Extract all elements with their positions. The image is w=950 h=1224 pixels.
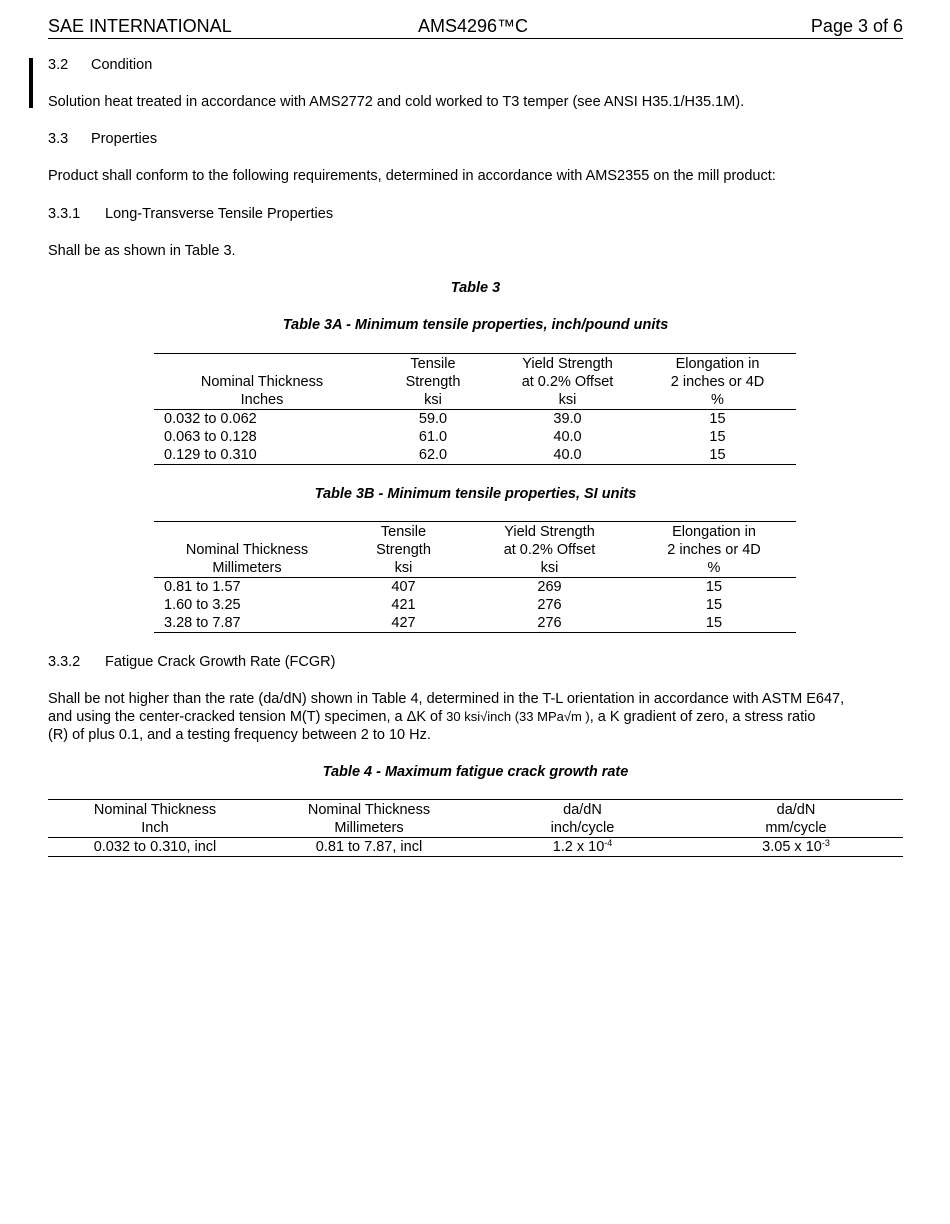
section-3-2-paragraph: Solution heat treated in accordance with AMS2772 and cold worked to T3 temper (see ANSI H35.1/H35.1M). [48, 94, 745, 110]
table-header-row: Inches ksi ksi % [154, 391, 796, 410]
section-title: Condition [91, 57, 153, 73]
table-row: 0.063 to 0.128 61.0 40.0 15 [164, 429, 726, 445]
da-dn-mm-cell: 3.05 x $10^{-3}$ [689, 838, 903, 857]
table-4 [48, 799, 903, 857]
section-3-3-heading [48, 130, 157, 148]
table-header-row: Tensile Yield Strength Elongation in [380, 524, 756, 540]
section-title: Fatigue Crack Growth Rate (FCGR) [105, 654, 336, 670]
paragraph-line: and using the center-cracked tension M(T) specimen, a ΔK of 30 ksi√inch (33 MPa√m ), a K gradient of zero, a stress ratio [48, 709, 816, 725]
header-organization: SAE INTERNATIONAL [48, 16, 232, 36]
table-header-row: Millimeters ksi ksi % [154, 559, 796, 578]
table-row: 0.032 to 0.062 59.0 39.0 15 [164, 411, 726, 427]
table-header-row: Nominal Thickness Strength at 0.2% Offset 2 inches or 4D [200, 374, 765, 390]
table-row: 3.28 to 7.87 427 276 15 [154, 614, 796, 633]
section-3-2-heading [48, 56, 152, 74]
table-header-row: Nominal Thickness Strength at 0.2% Offset 2 inches or 4D [185, 542, 761, 558]
section-3-3-1-heading [48, 205, 333, 223]
document-page [48, 0, 903, 1224]
section-3-3-1-paragraph: Shall be as shown in Table 3. [48, 243, 236, 259]
section-title: Properties [91, 131, 158, 147]
section-title: Long-Transverse Tensile Properties [105, 206, 334, 222]
table-row: 0.81 to 1.57 407 269 15 [164, 579, 723, 595]
table-3b-caption: Table 3B - Minimum tensile properties, SI units [314, 486, 637, 502]
section-number: 3.3 [48, 131, 69, 147]
page-header [48, 14, 903, 39]
table-header-row: Inch Millimeters inch/cycle mm/cycle [48, 819, 903, 838]
paragraph-line: Shall be not higher than the rate (da/dN) shown in Table 4, determined in the T-L orientation in accordance with ASTM E647, [48, 691, 845, 707]
header-page-number: Page 3 of 6 [810, 16, 903, 36]
delta-k-value: 30 ksi√inch (33 MPa√m ) [446, 709, 590, 724]
table-3-caption: Table 3 [450, 280, 501, 296]
table-3b [154, 521, 796, 633]
da-dn-inch-cell: 1.2 x $10^{-4}$ [476, 838, 689, 857]
section-number: 3.3.1 [48, 206, 81, 222]
table-3a-caption: Table 3A - Minimum tensile properties, inch/pound units [282, 317, 669, 333]
table-row: 0.129 to 0.310 62.0 40.0 15 [154, 446, 796, 465]
table-header-row: Tensile Yield Strength Elongation in [410, 356, 760, 372]
table-header-row: Nominal Thickness Nominal Thickness da/dN da/dN [93, 802, 816, 818]
header-document-number: AMS4296™C [418, 16, 529, 36]
section-3-3-paragraph: Product shall conform to the following requirements, determined in accordance with AMS2355 on the mill product: [48, 168, 776, 184]
section-number: 3.2 [48, 57, 69, 73]
section-3-3-2-paragraph [48, 690, 908, 744]
section-number: 3.3.2 [48, 654, 81, 670]
paragraph-line: (R) of plus 0.1, and a testing frequency between 2 to 10 Hz. [48, 727, 431, 743]
table-3a [154, 353, 796, 465]
revision-change-bar [29, 58, 33, 108]
section-3-3-2-heading [48, 653, 335, 671]
table-row: 0.032 to 0.310, incl 0.81 to 7.87, incl 1.2 x $10^{-4}$ 3.05 x $10^{-3}$ [48, 838, 903, 857]
table-row: 1.60 to 3.25 421 276 15 [164, 597, 723, 613]
table-4-caption: Table 4 - Maximum fatigue crack growth rate [322, 764, 629, 780]
